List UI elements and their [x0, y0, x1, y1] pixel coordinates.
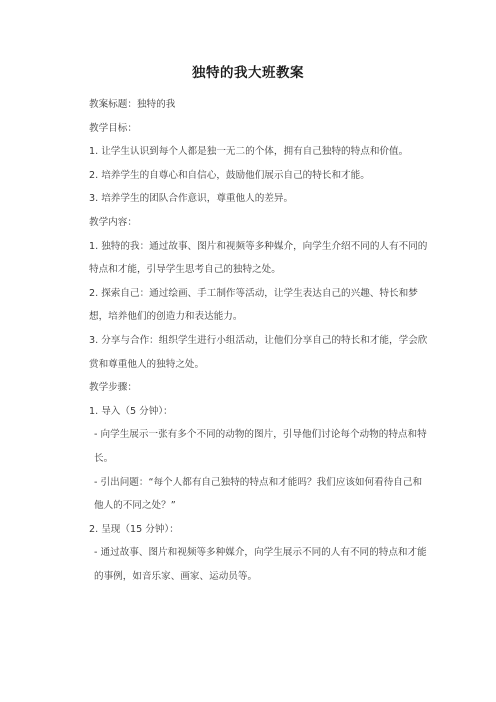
step-1-bullet-2: - 引出问题：“每个人都有自己独特的特点和才能吗？我们应该如何看待自己和他人的不同之处？”: [94, 476, 423, 512]
content-item-3: 3. 分享与合作：组织学生进行小组活动，让他们分享自己的特长和才能，学会欣赏和尊重他人的独特之处。: [89, 334, 428, 370]
document-body: [89, 93, 429, 588]
step-1-heading: 1. 导入（5 分钟）：: [89, 405, 173, 417]
step-2-heading: 2. 呈现（15 分钟）：: [89, 523, 179, 535]
lesson-title-line: 教案标题：独特的我: [89, 99, 176, 110]
content-heading: 教学内容：: [89, 216, 137, 228]
step-1-bullet-1: - 向学生展示一张有多个不同的动物的图片，引导他们讨论每个动物的特点和特长。: [94, 429, 427, 464]
objective-item-3: 3. 培养学生的团队合作意识，尊重他人的差异。: [89, 193, 294, 205]
objective-item-2: 2. 培养学生的自尊心和自信心，鼓励他们展示自己的特长和才能。: [89, 169, 370, 181]
document-title: 独特的我大班教案: [192, 65, 304, 81]
content-item-2: 2. 探索自己：通过绘画、手工制作等活动，让学生表达自己的兴趣、特长和梦想，培养他们的创造力和表达能力。: [89, 287, 418, 323]
steps-heading: 教学步骤：: [89, 382, 137, 394]
objective-item-1: 1. 让学生认识到每个人都是独一无二的个体，拥有自己独特的特点和价值。: [89, 146, 409, 158]
content-item-1: 1. 独特的我：通过故事、图片和视频等多种媒介，向学生介绍不同的人有不同的特点和才能，引导学生思考自己的独特之处。: [89, 240, 428, 276]
objectives-heading: 教学目标：: [89, 122, 137, 134]
step-2-bullet-1: - 通过故事、图片和视频等多种媒介，向学生展示不同的人有不同的特点和才能的事例，如音乐家、画家、运动员等。: [94, 547, 427, 582]
